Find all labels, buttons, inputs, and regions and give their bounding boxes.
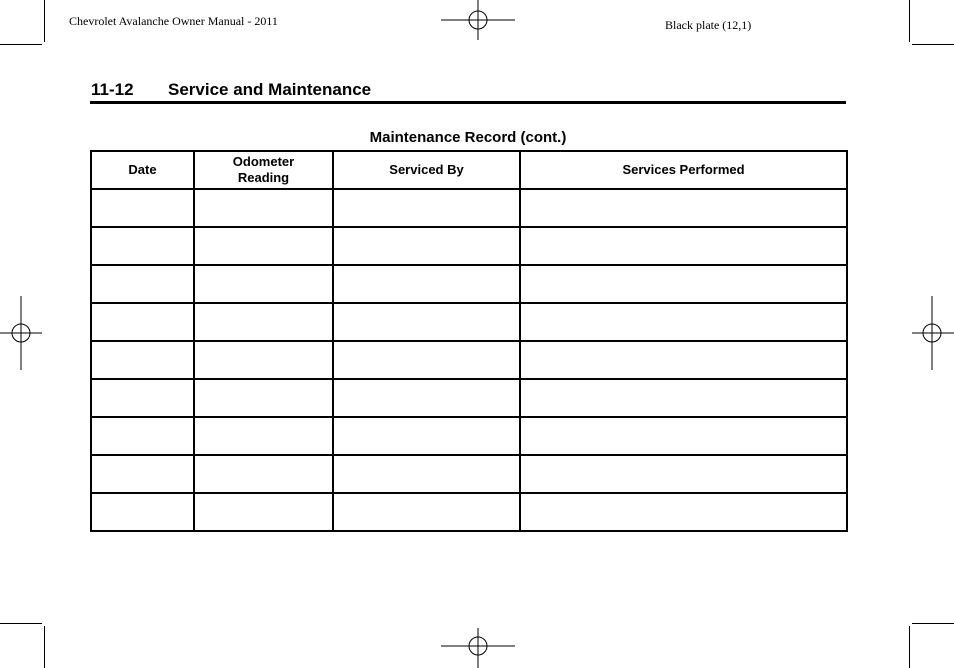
table-row [91, 265, 847, 303]
table-cell-odometer-reading [194, 417, 333, 455]
table-cell-services-performed [520, 227, 847, 265]
table-cell-odometer-reading [194, 189, 333, 227]
crop-mark-top-left-h [0, 44, 42, 45]
table-cell-serviced-by [333, 341, 520, 379]
table-row [91, 341, 847, 379]
column-header-odometer-reading [194, 151, 333, 189]
table-cell-services-performed [520, 303, 847, 341]
maintenance-record-table [90, 150, 848, 532]
page-number: 11-12 [91, 80, 134, 99]
registration-mark-top [441, 0, 515, 42]
table-cell-services-performed [520, 341, 847, 379]
table-cell-odometer-reading [194, 265, 333, 303]
table-cell-serviced-by [333, 265, 520, 303]
crop-mark-top-left-v [44, 0, 45, 42]
table-cell-date [91, 455, 194, 493]
table-cell-services-performed [520, 379, 847, 417]
table-cell-services-performed [520, 455, 847, 493]
table-cell-services-performed [520, 417, 847, 455]
table-cell-odometer-reading [194, 455, 333, 493]
column-header-services-performed: Services Performed [520, 151, 847, 189]
table-caption: Maintenance Record (cont.) [369, 129, 567, 146]
crop-mark-top-right-h [912, 44, 954, 45]
table-row [91, 189, 847, 227]
table-row [91, 455, 847, 493]
registration-mark-bottom [441, 628, 515, 668]
table-cell-serviced-by [333, 493, 520, 531]
table-cell-odometer-reading [194, 303, 333, 341]
table-cell-date [91, 379, 194, 417]
table-cell-date [91, 303, 194, 341]
running-header-right: Black plate (12,1) [665, 18, 752, 32]
table-cell-date [91, 341, 194, 379]
crop-mark-bottom-right-h [912, 623, 954, 624]
table-cell-odometer-reading [194, 341, 333, 379]
header-rule [90, 101, 846, 104]
table-header-row [91, 151, 847, 189]
table-cell-odometer-reading [194, 227, 333, 265]
table-cell-serviced-by [333, 227, 520, 265]
table-cell-services-performed [520, 493, 847, 531]
registration-mark-left [0, 296, 44, 370]
table-cell-serviced-by [333, 303, 520, 341]
table-body [91, 189, 847, 531]
table-cell-date [91, 493, 194, 531]
table-cell-date [91, 227, 194, 265]
column-header-date: Date [91, 151, 194, 189]
table-cell-date [91, 189, 194, 227]
table-row [91, 303, 847, 341]
table-cell-date [91, 417, 194, 455]
table-cell-serviced-by [333, 455, 520, 493]
running-header-left: Chevrolet Avalanche Owner Manual - 2011 [69, 14, 278, 28]
table-cell-serviced-by [333, 189, 520, 227]
table-row [91, 379, 847, 417]
table-cell-serviced-by [333, 417, 520, 455]
crop-mark-bottom-left-v [44, 626, 45, 668]
crop-mark-top-right-v [909, 0, 910, 42]
column-header-serviced-by: Serviced By [333, 151, 520, 189]
table-cell-services-performed [520, 189, 847, 227]
registration-mark-right [910, 296, 954, 370]
table-row [91, 227, 847, 265]
table-cell-services-performed [520, 265, 847, 303]
table-cell-date [91, 265, 194, 303]
table-cell-odometer-reading [194, 379, 333, 417]
column-header-odometer-reading-text: Odometer Reading [232, 154, 295, 185]
table-row [91, 417, 847, 455]
crop-mark-bottom-left-h [0, 623, 42, 624]
crop-mark-bottom-right-v [909, 626, 910, 668]
table-cell-serviced-by [333, 379, 520, 417]
table-row [91, 493, 847, 531]
section-title: Service and Maintenance [168, 80, 372, 99]
table-cell-odometer-reading [194, 493, 333, 531]
